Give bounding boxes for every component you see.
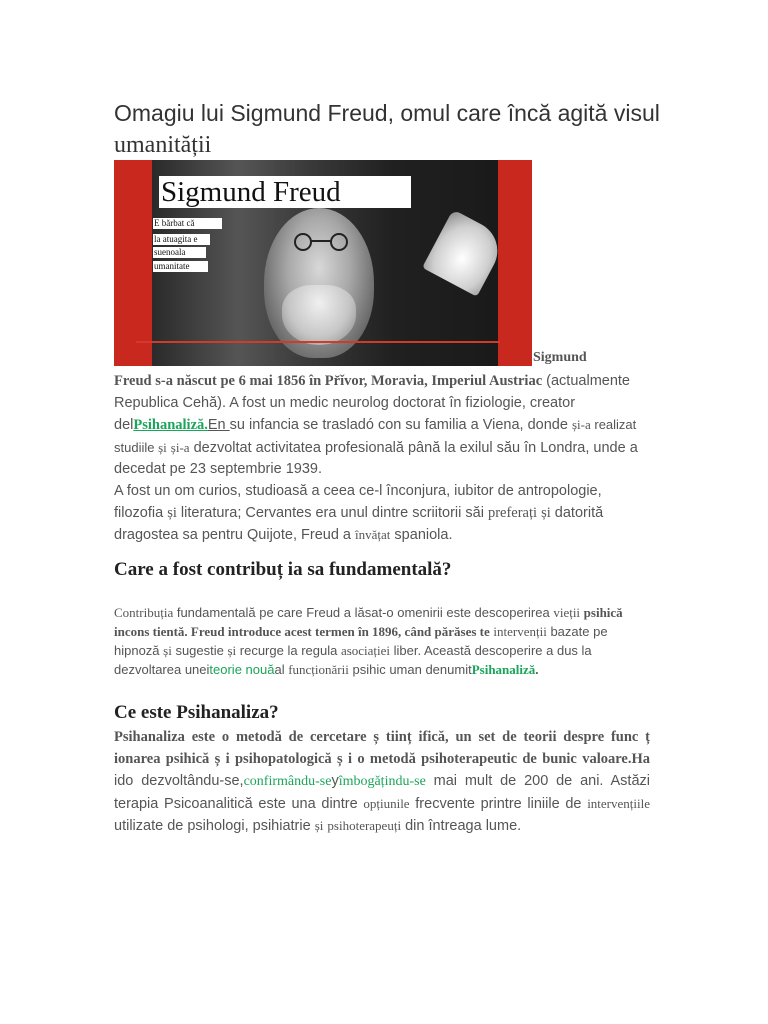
para-text: funcționării: [288, 662, 349, 677]
intro-paragraph: [114, 371, 650, 481]
para-text: și: [227, 643, 237, 658]
teorie-noua-link[interactable]: teorie nouă: [209, 662, 275, 677]
contribution-paragraph: [114, 603, 650, 679]
heading-what-is: Ce este Psihanaliza?: [114, 702, 279, 723]
para-text: al: [274, 662, 289, 677]
en-link[interactable]: En: [207, 417, 230, 433]
para-text: și: [314, 818, 324, 833]
para-text: literatura; Cervantes era unul dintre scriitorii săi: [176, 504, 488, 521]
image-caption-line: E bărbat că: [153, 218, 222, 229]
para-text: și: [541, 504, 551, 521]
para-text: sugestie: [171, 643, 228, 658]
intro-text: realizat studiile: [114, 417, 637, 455]
para-text: fundamentală pe care Freud a lăsat-o omenirii este descoperirea: [173, 605, 554, 620]
heading-contribution: Care a fost contribuț ia sa fundamentală?: [114, 559, 452, 580]
para-text: bazate pe hipnoză: [114, 624, 608, 658]
intro-text: dezvoltat activitatea profesională până la exilul său în Londra, unde a decedat pe 23 septembrie 1939.: [114, 439, 638, 477]
para-text: .: [535, 662, 539, 677]
image-caption-line: suenoala: [153, 247, 206, 258]
para-text: preferați: [487, 504, 538, 521]
confirmandu-se-link[interactable]: confirmându-se: [243, 774, 332, 789]
para-text: datorită dragostea sa pentru Quijote, Freud a: [114, 504, 604, 543]
page-title: [114, 98, 674, 161]
freud-portrait-image: [114, 160, 532, 366]
freud-beard: [282, 285, 356, 345]
para-text: y: [331, 773, 339, 789]
intro-text: su infancia se trasladó con su familia a Viena, donde: [229, 417, 572, 433]
image-name-label: Sigmund Freud: [159, 176, 411, 208]
psihanaliza-link[interactable]: Psihanaliză.: [133, 417, 208, 433]
para-bold-text: psihică incons tientă. Freud introduce acest termen în 1896, când părăses te: [114, 605, 623, 639]
title-text: Omagiu lui Sigmund Freud, omul care încă agită visul: [114, 100, 660, 126]
photo-red-line: [136, 341, 500, 343]
para-text: opțiunile: [363, 796, 410, 811]
para-text: psihic uman denumit: [348, 662, 472, 677]
para-text: mai mult de 200 de ani. Astăzi terapia Psicoanalitică este una dintre: [114, 773, 650, 812]
para-text: învățat: [355, 527, 391, 542]
para-bold-text: Psihanaliza este o metodă de cercetare ș tiinț ifică, un set de teorii despre func ț ionarea psihică ș i psihopatologică ș i o metodă psihoterapeutic de bunic valoare.Ha: [114, 729, 650, 767]
para-text: intervenții: [493, 624, 547, 639]
intro-text: și-a: [571, 417, 591, 432]
para-text: frecvente printre liniile de: [409, 796, 588, 812]
second-paragraph: [114, 481, 650, 547]
para-text: și: [163, 643, 172, 658]
para-text: din întreaga lume.: [401, 818, 522, 834]
para-text: intervențiile: [587, 796, 650, 811]
para-text: ido dezvoltându-se,: [114, 773, 244, 789]
glasses-icon: [286, 232, 356, 252]
image-caption-line: la atuagita e: [153, 234, 210, 245]
intro-bold-text: Freud s-a născut pe 6 mai 1856 în Pr̆ǐvor, Moravia, Imperiul Austriac: [114, 373, 543, 389]
para-text: Contribuția: [114, 605, 174, 620]
intro-first-word: Sigmund: [533, 350, 587, 365]
para-text: liber. Această descoperire a dus la dezvoltarea unei: [114, 643, 592, 677]
intro-text: și: [158, 439, 167, 455]
definition-paragraph: [114, 726, 650, 837]
para-text: A fost un om curios, studioasă a ceea ce-l înconjura, iubitor de antropologie, filozofia: [114, 483, 602, 521]
para-text: spaniola.: [390, 527, 453, 543]
intro-text: (actualmente Republica Cehă). A fost un medic neurolog doctorat în fiziologie, creator del: [114, 373, 630, 433]
image-caption-line: umanitate: [153, 261, 208, 272]
para-text: asociației: [340, 643, 391, 658]
para-text: recurge la regula: [236, 643, 341, 658]
title-text-serif: umanității: [114, 132, 212, 158]
intro-text: și-a: [170, 439, 190, 455]
para-text: psihoterapeuți: [327, 818, 402, 833]
para-text: și: [167, 504, 177, 521]
imbogatindu-se-link[interactable]: îmbogățindu-se: [338, 774, 426, 789]
psihanaliza-link-2[interactable]: Psihanaliză: [471, 662, 536, 677]
para-text: vieții: [553, 605, 581, 620]
para-text: utilizate de psihologi, psihiatrie: [114, 818, 315, 834]
